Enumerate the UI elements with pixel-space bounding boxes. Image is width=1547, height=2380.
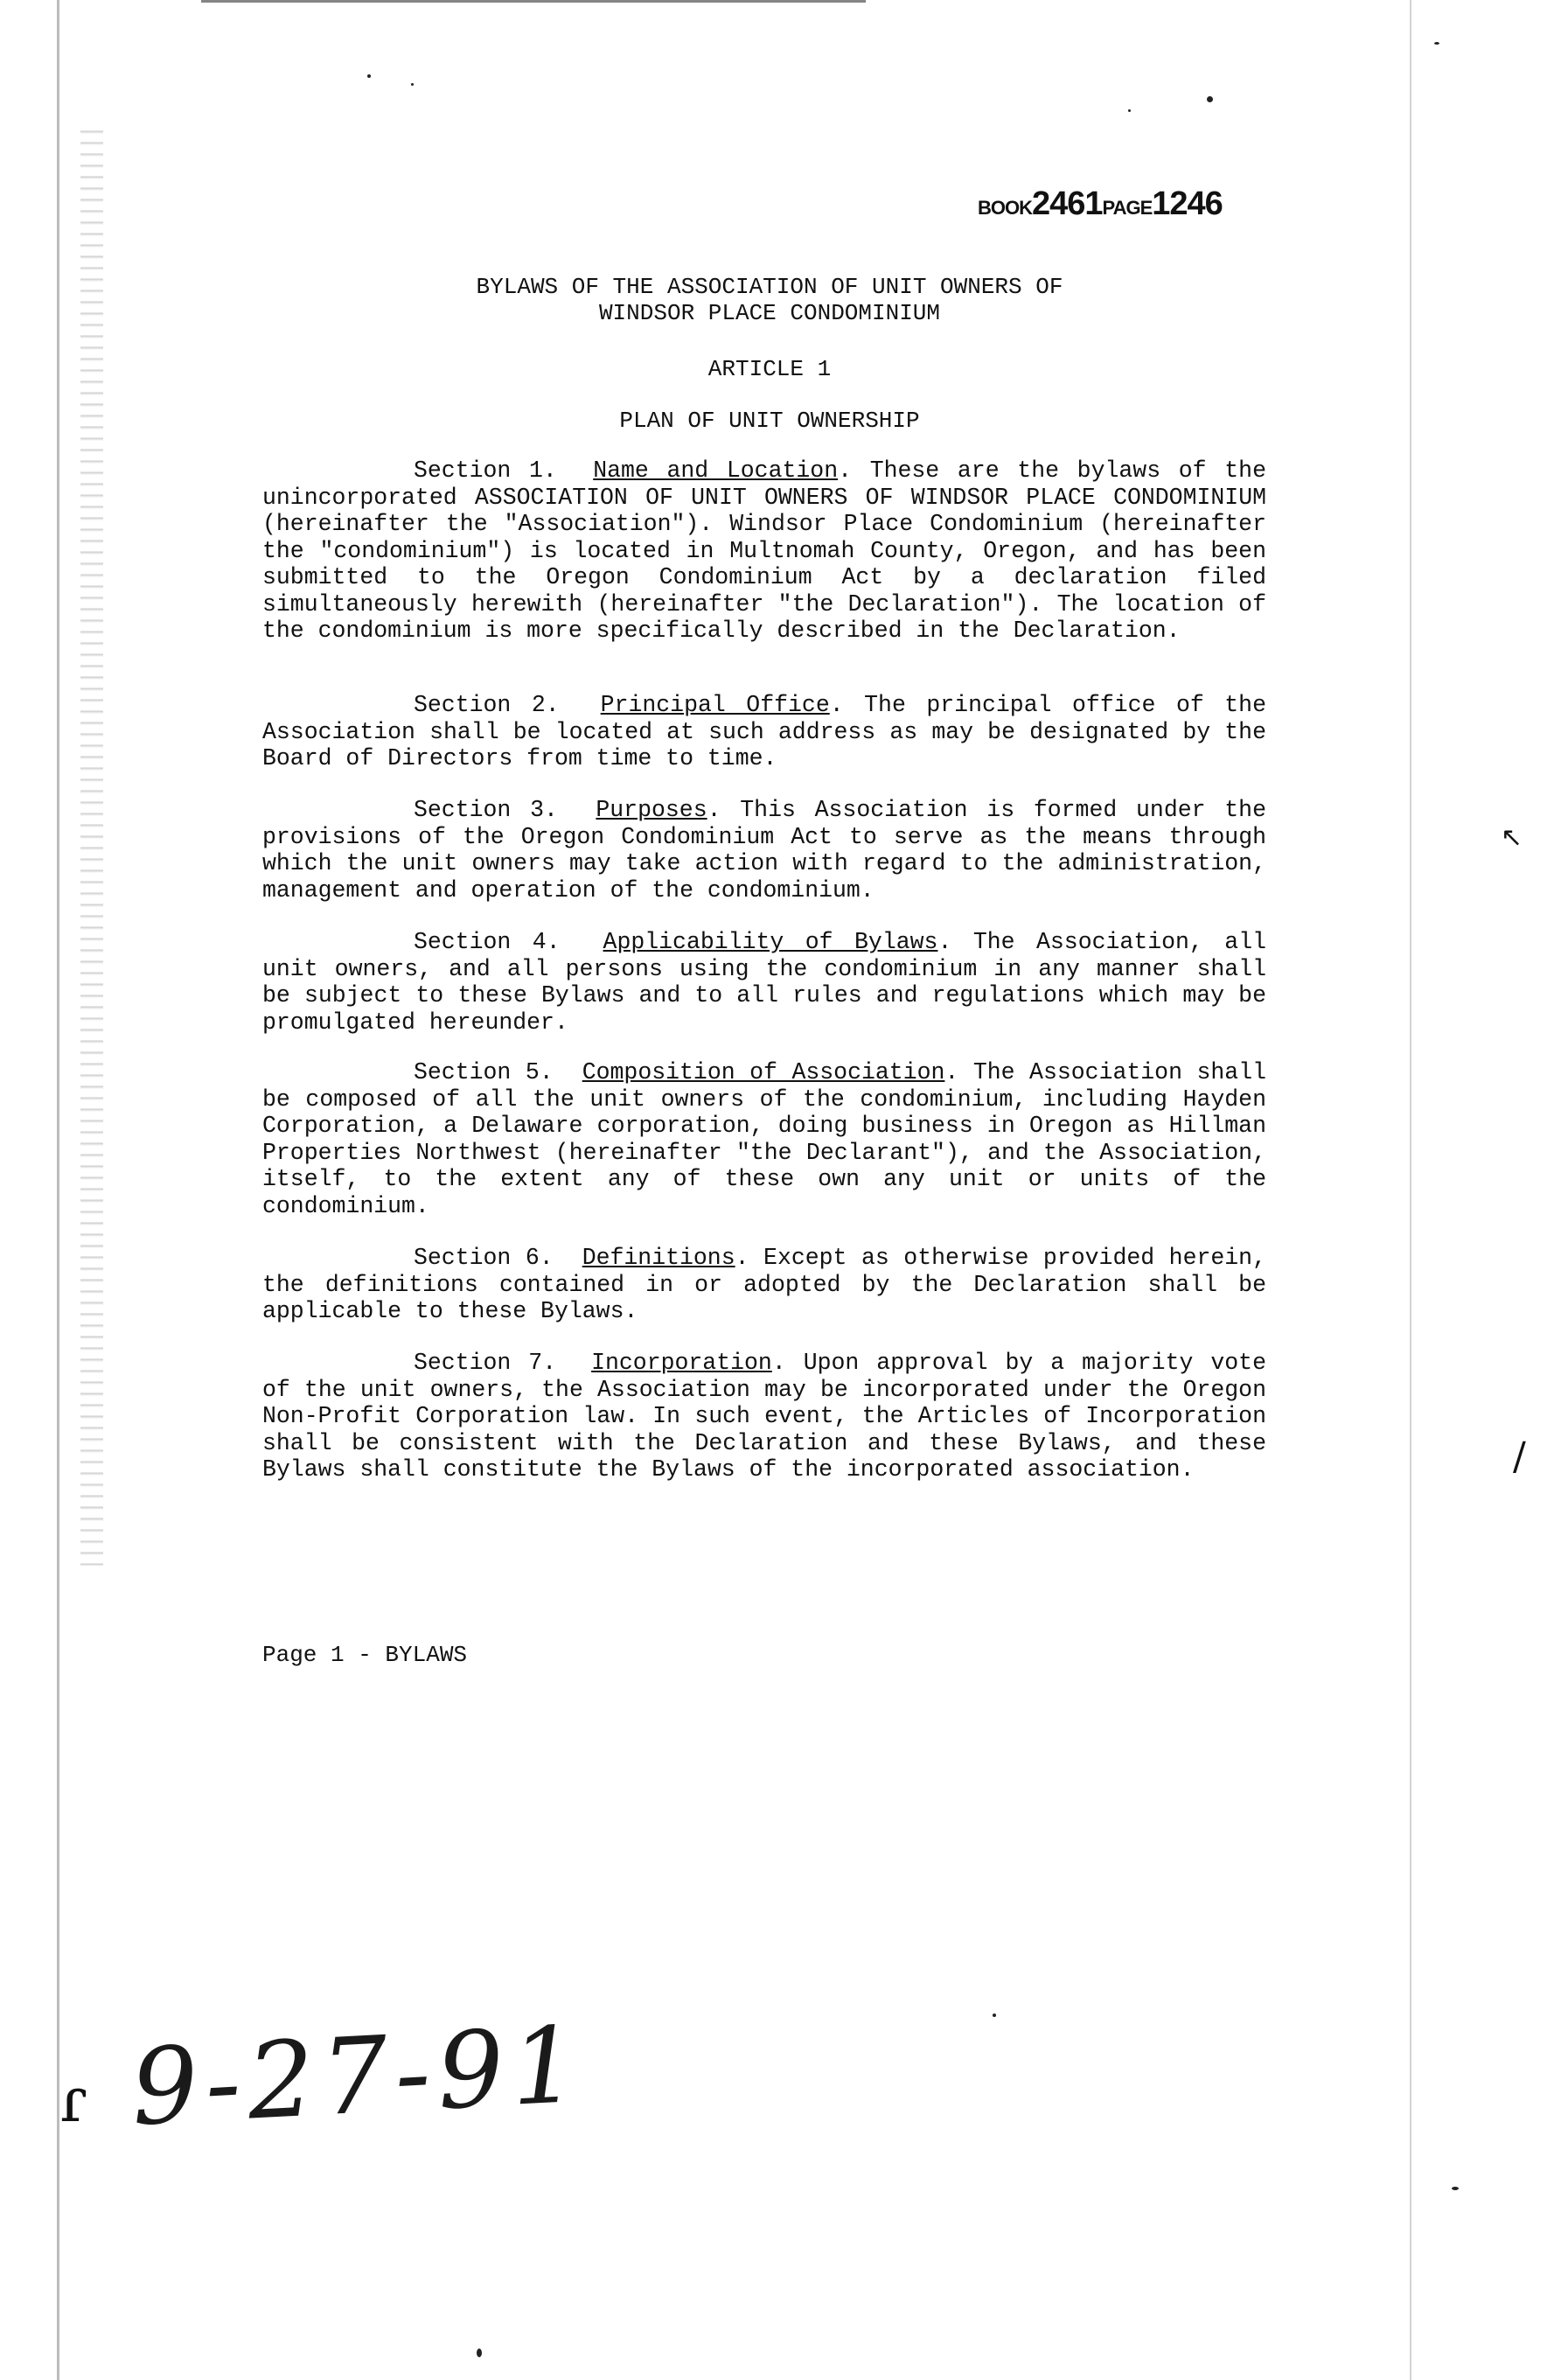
page-number: 1246: [1152, 185, 1223, 222]
section-body: . Upon approval by a majority vote of the unit owners, the Association may be incorporated under the Oregon Non-Profit Corporation law. In such event, the Articles of Incorporation shall be consistent with the Declaration and these Bylaws, and these Bylaws shall constitute the Bylaws of the incorporated association.: [262, 1350, 1266, 1483]
scan-speck: [1434, 42, 1439, 45]
section-heading: Definitions: [582, 1245, 735, 1271]
scan-speck: [1207, 96, 1213, 102]
book-page-stamp: [978, 185, 1223, 223]
section-body: . Except as otherwise provided herein, the definitions contained in or adopted by the Declaration shall be applicable to these Bylaws.: [262, 1245, 1266, 1324]
section-number: Section 3.: [414, 797, 558, 823]
scan-speck: [993, 2014, 996, 2017]
section-3: [262, 797, 1266, 904]
scan-speck: [411, 83, 414, 86]
section-4: [262, 929, 1266, 1036]
page-label: PAGE: [1102, 197, 1153, 219]
section-heading: Principal Office: [600, 692, 830, 718]
title-line-2: WINDSOR PLACE CONDOMINIUM: [598, 300, 941, 326]
page-footer: Page 1 - BYLAWS: [262, 1642, 468, 1668]
book-label: BOOK: [978, 197, 1032, 219]
section-7: [262, 1350, 1266, 1483]
binding-edge-noise: [80, 122, 103, 1566]
section-number: Section 2.: [414, 692, 560, 718]
section-6: [262, 1245, 1266, 1325]
section-heading: Name and Location: [593, 457, 839, 484]
section-heading: Incorporation: [591, 1350, 772, 1376]
section-2: [262, 692, 1266, 772]
document-title: [262, 274, 1277, 326]
margin-slash-mark: /: [1513, 1434, 1526, 1479]
title-line-1: BYLAWS OF THE ASSOCIATION OF UNIT OWNERS OF: [476, 274, 1063, 300]
scan-speck: [1452, 2187, 1459, 2190]
section-body: . The Association, all unit owners, and all persons using the condominium in any manner shall be subject to these Bylaws and to all rules and regulations which may be promulgated hereunder.: [262, 929, 1267, 1036]
section-heading: Applicability of Bylaws: [603, 929, 938, 955]
section-body: . The Association shall be composed of all the unit owners of the condominium, including Hayden Corporation, a Delaware corporation, doing business in Oregon as Hillman Properties Northwest (hereinafter "the Declarant"), and the Association, itself, to the extent any of these own any unit or units of the condominium.: [262, 1059, 1267, 1219]
section-number: Section 4.: [414, 929, 561, 955]
margin-arrow-mark: ↖: [1501, 822, 1523, 853]
section-body: . These are the bylaws of the unincorporated ASSOCIATION OF UNIT OWNERS OF WINDSOR PLACE CONDOMINIUM (hereinafter the "Association"). Windsor Place Condominium (hereinafter the "condominium") is located in Multnomah County, Oregon, and has been submitted to the Oregon Condominium Act by a declaration filed simultaneously herewith (hereinafter "the Declaration"). The location of the condominium is more specifically described in the Declaration.: [262, 457, 1266, 644]
section-1: [262, 457, 1266, 645]
section-number: Section 5.: [414, 1059, 554, 1085]
handwritten-scribble: ɾ: [59, 2064, 87, 2136]
scan-top-edge: [201, 0, 866, 3]
section-number: Section 6.: [414, 1245, 554, 1271]
scan-speck: [1128, 109, 1131, 112]
section-5: [262, 1059, 1266, 1219]
section-heading: Composition of Association: [582, 1059, 945, 1085]
section-heading: Purposes: [596, 797, 707, 823]
scan-speck: [367, 74, 371, 78]
section-body: . This Association is formed under the provisions of the Oregon Condominium Act to serve as the means through which the unit owners may take action with regard to the administration, management and operation of the condominium.: [262, 797, 1266, 904]
section-number: Section 7.: [414, 1350, 557, 1376]
handwritten-date: 9-27-91: [128, 2004, 589, 2150]
section-number: Section 1.: [414, 457, 557, 484]
book-number: 2461: [1032, 185, 1103, 222]
article-label: ARTICLE 1: [707, 356, 832, 382]
section-body: . The principal office of the Association shall be located at such address as may be designated by the Board of Directors from time to time.: [262, 692, 1266, 771]
scan-speck: [477, 2349, 482, 2357]
scan-right-edge: [1410, 0, 1411, 2380]
article-heading: PLAN OF UNIT OWNERSHIP: [619, 408, 920, 434]
scan-left-edge: [57, 0, 59, 2380]
